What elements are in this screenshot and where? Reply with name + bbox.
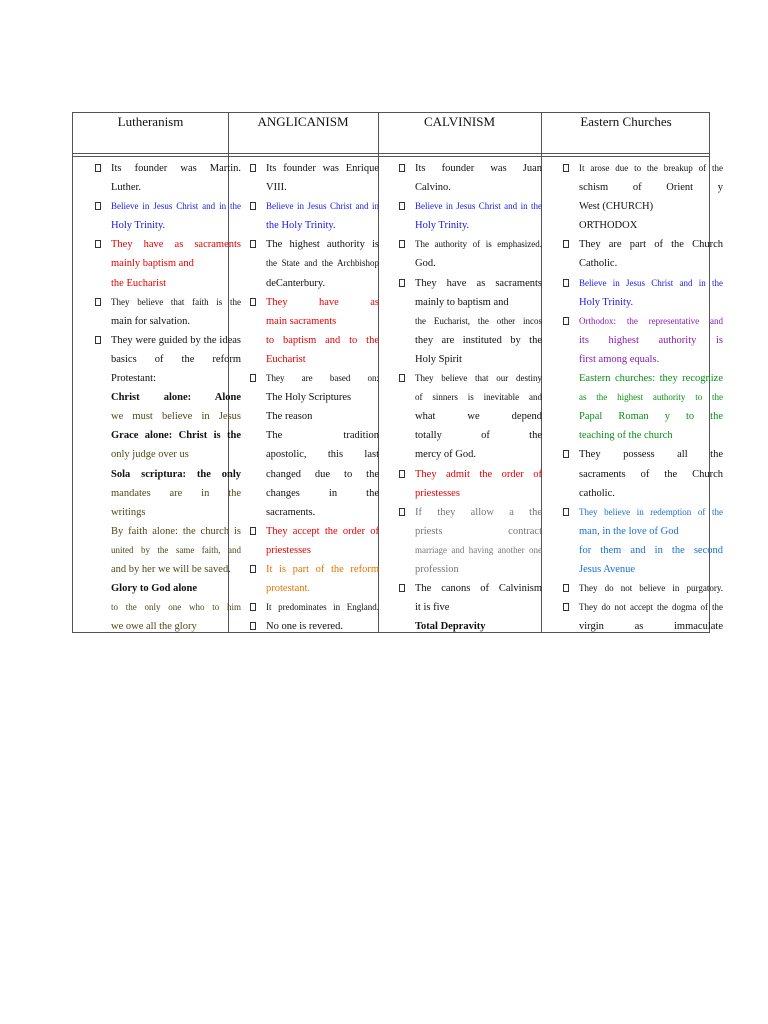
- list-item: [266, 350, 379, 369]
- list-item-text: No one is revered.: [266, 621, 343, 633]
- list-item-text: Its founder was Martin.: [111, 163, 241, 174]
- list-item: [266, 445, 379, 464]
- list-item-text: Orthodox: the representative and: [579, 315, 723, 326]
- list-item: [266, 331, 379, 350]
- list-item: [579, 445, 723, 464]
- list-item-text: They admit the order of: [415, 468, 542, 480]
- bullet-icon: [250, 298, 256, 306]
- list-item: [415, 350, 542, 369]
- list-item-text: only judge over us: [111, 449, 189, 461]
- list-item: [266, 560, 379, 579]
- list-item: [111, 331, 241, 350]
- list-item-text: it is five: [415, 602, 450, 614]
- list-item-text: It arose due to the breakup of the: [579, 163, 723, 173]
- bullet-icon: [563, 584, 569, 592]
- list-item: [111, 560, 241, 579]
- list-item: [415, 388, 542, 407]
- list-item: [111, 293, 241, 312]
- list-item: [415, 407, 542, 426]
- list-item-text: marriage and having another one: [415, 544, 542, 555]
- list-item: [415, 159, 542, 178]
- list-item-text: Eucharist: [266, 353, 306, 365]
- bullet-icon: [250, 374, 256, 382]
- bullet-icon: [95, 240, 101, 248]
- list-item-text: The canons of Calvinism: [415, 583, 542, 595]
- list-item: [266, 312, 379, 331]
- list-item: [111, 617, 241, 636]
- header-divider-double: [73, 156, 709, 157]
- list-item-text: Grace alone: Christ is the: [111, 430, 241, 442]
- list-item: [579, 617, 723, 636]
- list-item: [579, 388, 723, 407]
- bullet-icon: [399, 279, 405, 287]
- list-item: [111, 579, 241, 598]
- bullet-icon: [95, 202, 101, 210]
- list-item: [111, 178, 241, 197]
- bullet-icon: [250, 240, 256, 248]
- list-item-text: totally of the: [415, 430, 542, 442]
- list-item-text: priests contract: [415, 525, 542, 537]
- list-item-text: and by her we will be saved.: [111, 563, 231, 575]
- bullet-icon: [563, 508, 569, 516]
- list-item-text: They have as: [266, 296, 379, 308]
- list-item: [266, 465, 379, 484]
- bullet-icon: [399, 374, 405, 382]
- list-item-text: first among equals.: [579, 353, 660, 365]
- list-item-text: apostolic, this last: [266, 449, 379, 461]
- list-item-text: deCanterbury.: [266, 277, 326, 289]
- list-item-text: They believe that faith is the: [111, 296, 241, 307]
- list-item: [415, 235, 542, 254]
- list-item: [266, 178, 379, 197]
- list-item-text: They accept the order of: [266, 525, 379, 537]
- list-item-text: profession: [415, 563, 459, 575]
- list-item-text: Luther.: [111, 182, 142, 194]
- list-item: [579, 216, 723, 235]
- list-item-text: They were guided by the ideas: [111, 334, 241, 346]
- list-item: [579, 331, 723, 350]
- list-item-text: Papal Roman y to the: [579, 411, 723, 423]
- bullet-icon: [563, 164, 569, 172]
- list-item-text: The Holy Scriptures: [266, 392, 352, 404]
- list-item-text: ORTHODOX: [579, 220, 638, 232]
- list-item-text: They are based on:: [266, 373, 379, 384]
- list-item: [266, 522, 379, 541]
- list-item: [111, 274, 241, 293]
- list-item-text: If they allow a the: [415, 506, 542, 518]
- list-item: [266, 541, 379, 560]
- list-item-text: Its founder was Juan: [415, 163, 542, 174]
- list-item-text: Believe in Jesus Christ and in the: [111, 201, 241, 212]
- list-item-text: schism of Orient y: [579, 182, 723, 194]
- list-item: [579, 522, 723, 541]
- list-item-text: The highest authority is: [266, 239, 379, 251]
- list-item-text: The tradition: [266, 430, 379, 442]
- list-item: [415, 541, 542, 560]
- eastern-churches-column: [579, 159, 723, 636]
- list-item: [266, 598, 379, 617]
- list-item: [415, 617, 542, 636]
- list-item-text: They have as sacraments: [415, 277, 542, 289]
- list-item: [266, 216, 379, 235]
- list-item-text: The authority of is emphasized.: [415, 239, 542, 250]
- list-item: [415, 293, 542, 312]
- bullet-icon: [250, 202, 256, 210]
- list-item: [111, 465, 241, 484]
- list-item: [111, 350, 241, 369]
- list-item: [266, 426, 379, 445]
- list-item-text: It is part of the reform: [266, 563, 379, 575]
- list-item: [111, 235, 241, 254]
- list-item: [579, 407, 723, 426]
- list-item: [111, 503, 241, 522]
- list-item-text: as the highest authority to the: [579, 392, 723, 403]
- list-item: [266, 388, 379, 407]
- list-item: [415, 445, 542, 464]
- header-divider: [73, 153, 709, 154]
- list-item-text: its highest authority is: [579, 334, 723, 346]
- list-item-text: the State and the Archbishop: [266, 258, 379, 269]
- list-item-text: Total Depravity: [415, 621, 486, 633]
- list-item-text: to baptism and to the: [266, 334, 379, 346]
- list-item: [415, 254, 542, 273]
- list-item: [415, 598, 542, 617]
- list-item-text: sacraments.: [266, 506, 316, 518]
- list-item: [415, 312, 542, 331]
- bullet-icon: [399, 470, 405, 478]
- bullet-icon: [563, 279, 569, 287]
- list-item-text: They believe in redemption of the: [579, 506, 723, 517]
- list-item-text: Its founder was Enrique: [266, 163, 379, 174]
- calvinism-column: [415, 159, 542, 636]
- list-item-text: Eastern churches: they recognize: [579, 373, 723, 385]
- comparison-table: [72, 112, 723, 633]
- list-item-text: mainly to baptism and: [415, 296, 509, 308]
- list-item: [579, 465, 723, 484]
- list-item-text: Sola scriptura: the only: [111, 468, 241, 480]
- list-item: [266, 254, 379, 273]
- header-eastern-churches: Eastern Churches: [580, 114, 672, 129]
- list-item-text: By faith alone: the church is: [111, 525, 241, 537]
- list-item-text: main for salvation.: [111, 315, 191, 327]
- list-item: [415, 369, 542, 388]
- list-item: [111, 216, 241, 235]
- list-item: [415, 274, 542, 293]
- list-item-text: They are part of the Church: [579, 239, 723, 251]
- list-item: [266, 293, 379, 312]
- list-item-text: priestesses: [266, 544, 311, 556]
- list-item: [579, 178, 723, 197]
- list-item: [111, 369, 241, 388]
- list-item: [111, 312, 241, 331]
- list-item: [266, 197, 379, 216]
- list-item-text: priestesses: [415, 487, 460, 499]
- list-item: [111, 388, 241, 407]
- list-item-text: writings: [111, 506, 146, 518]
- list-item-text: Believe in Jesus Christ and in the: [579, 277, 723, 288]
- list-item: [579, 503, 723, 522]
- list-item: [579, 312, 723, 331]
- list-item-text: They possess all the: [579, 449, 723, 461]
- list-item: [579, 159, 723, 178]
- list-item-text: for them and in the second: [579, 544, 723, 556]
- list-item-text: man, in the love of God: [579, 525, 679, 537]
- list-item-text: what we depend: [415, 411, 542, 423]
- list-item-text: Believe in Jesus Christ and in the: [415, 201, 542, 212]
- list-item-text: of sinners is inevitable and: [415, 392, 542, 403]
- list-item: [415, 331, 542, 350]
- list-item: [579, 484, 723, 503]
- bullet-icon: [250, 565, 256, 573]
- list-item: [415, 197, 542, 216]
- bullet-icon: [399, 202, 405, 210]
- list-item-text: It predominates in England.: [266, 602, 379, 613]
- list-item-text: Holy Trinity.: [111, 220, 166, 232]
- list-item: [111, 445, 241, 464]
- header-calvinism: CALVINISM: [423, 114, 496, 129]
- list-item: [266, 369, 379, 388]
- list-item: [111, 426, 241, 445]
- lutheranism-column: [111, 159, 241, 636]
- list-item: [111, 254, 241, 273]
- list-item-text: they are instituted by the: [415, 334, 542, 346]
- list-item-text: Holy Spirit: [415, 353, 462, 365]
- list-item: [579, 293, 723, 312]
- bullet-icon: [399, 240, 405, 248]
- list-item: [266, 579, 379, 598]
- list-item-text: protestant.: [266, 583, 311, 595]
- list-item-text: They do not accept the dogma of the: [579, 602, 723, 613]
- list-item: [579, 369, 723, 388]
- list-item: [111, 598, 241, 617]
- bullet-icon: [95, 336, 101, 344]
- list-item: [415, 216, 542, 235]
- list-item: [579, 560, 723, 579]
- list-item: [579, 197, 723, 216]
- list-item: [415, 484, 542, 503]
- list-item: [266, 235, 379, 254]
- list-item: [579, 598, 723, 617]
- list-item: [415, 579, 542, 598]
- list-item: [266, 407, 379, 426]
- list-item-text: West (CHURCH): [579, 201, 654, 213]
- list-item-text: sacraments of the Church: [579, 468, 723, 480]
- list-item: [266, 617, 379, 636]
- list-item: [266, 274, 379, 293]
- bullet-icon: [95, 298, 101, 306]
- list-item: [579, 274, 723, 293]
- list-item-text: we owe all the glory: [111, 621, 197, 633]
- list-item: [415, 503, 542, 522]
- list-item-text: They have as sacraments: [111, 239, 241, 251]
- list-item-text: basics of the reform: [111, 353, 241, 365]
- list-item-text: Holy Trinity.: [415, 220, 470, 232]
- list-item-text: Protestant:: [111, 373, 156, 385]
- anglicanism-column: [266, 159, 379, 636]
- list-item: [415, 522, 542, 541]
- list-item-text: Glory to God alone: [111, 583, 198, 595]
- header-lutheranism: Lutheranism: [117, 114, 184, 129]
- list-item-text: main sacraments: [266, 315, 337, 327]
- list-item-text: Holy Trinity.: [579, 296, 634, 308]
- list-item-text: Believe in Jesus Christ and in: [266, 201, 379, 212]
- list-item: [579, 426, 723, 445]
- list-item-text: mandates are in the: [111, 487, 241, 499]
- list-item-text: Christ alone: Alone: [111, 392, 241, 404]
- list-item-text: united by the same faith, and: [111, 544, 241, 555]
- list-item-text: The reason: [266, 411, 313, 423]
- list-item: [111, 522, 241, 541]
- list-item-text: we must believe in Jesus: [111, 411, 241, 423]
- bullet-icon: [250, 622, 256, 630]
- list-item-text: They do not believe in purgatory.: [579, 583, 723, 594]
- bullet-icon: [95, 164, 101, 172]
- bullet-icon: [563, 240, 569, 248]
- list-item: [111, 484, 241, 503]
- bullet-icon: [250, 603, 256, 611]
- list-item: [579, 235, 723, 254]
- bullet-icon: [399, 584, 405, 592]
- list-item-text: Calvino.: [415, 182, 451, 194]
- list-item: [415, 426, 542, 445]
- bullet-icon: [563, 603, 569, 611]
- list-item-text: the Eucharist, the other incos: [415, 315, 542, 326]
- list-item: [111, 197, 241, 216]
- header-anglicanism: ANGLICANISM: [257, 114, 349, 129]
- list-item: [579, 579, 723, 598]
- bullet-icon: [563, 317, 569, 325]
- list-item-text: mercy of God.: [415, 449, 476, 461]
- list-item: [111, 159, 241, 178]
- list-item: [579, 254, 723, 273]
- bullet-icon: [250, 164, 256, 172]
- list-item: [266, 484, 379, 503]
- list-item-text: God.: [415, 258, 436, 270]
- list-item: [579, 541, 723, 560]
- list-item-text: virgin as immaculate: [579, 621, 723, 633]
- list-item: [415, 465, 542, 484]
- list-item-text: to the only one who to him: [111, 602, 241, 613]
- list-item-text: the Holy Trinity.: [266, 220, 336, 232]
- list-item: [111, 541, 241, 560]
- bullet-icon: [563, 450, 569, 458]
- list-item-text: catholic.: [579, 487, 615, 499]
- list-item: [415, 560, 542, 579]
- list-item-text: the Eucharist: [111, 277, 167, 289]
- list-item: [579, 350, 723, 369]
- list-item-text: They believe that our destiny: [415, 373, 542, 384]
- bullet-icon: [399, 508, 405, 516]
- list-item-text: teaching of the church: [579, 430, 673, 442]
- list-item-text: Jesus Avenue: [579, 563, 636, 575]
- list-item: [111, 407, 241, 426]
- list-item-text: mainly baptism and: [111, 258, 194, 270]
- list-item: [415, 178, 542, 197]
- bullet-icon: [250, 527, 256, 535]
- list-item: [266, 503, 379, 522]
- list-item-text: changes in the: [266, 487, 379, 499]
- list-item: [266, 159, 379, 178]
- list-item-text: Catholic.: [579, 258, 618, 270]
- bullet-icon: [399, 164, 405, 172]
- list-item-text: changed due to the: [266, 468, 379, 480]
- list-item-text: VIII.: [266, 182, 287, 194]
